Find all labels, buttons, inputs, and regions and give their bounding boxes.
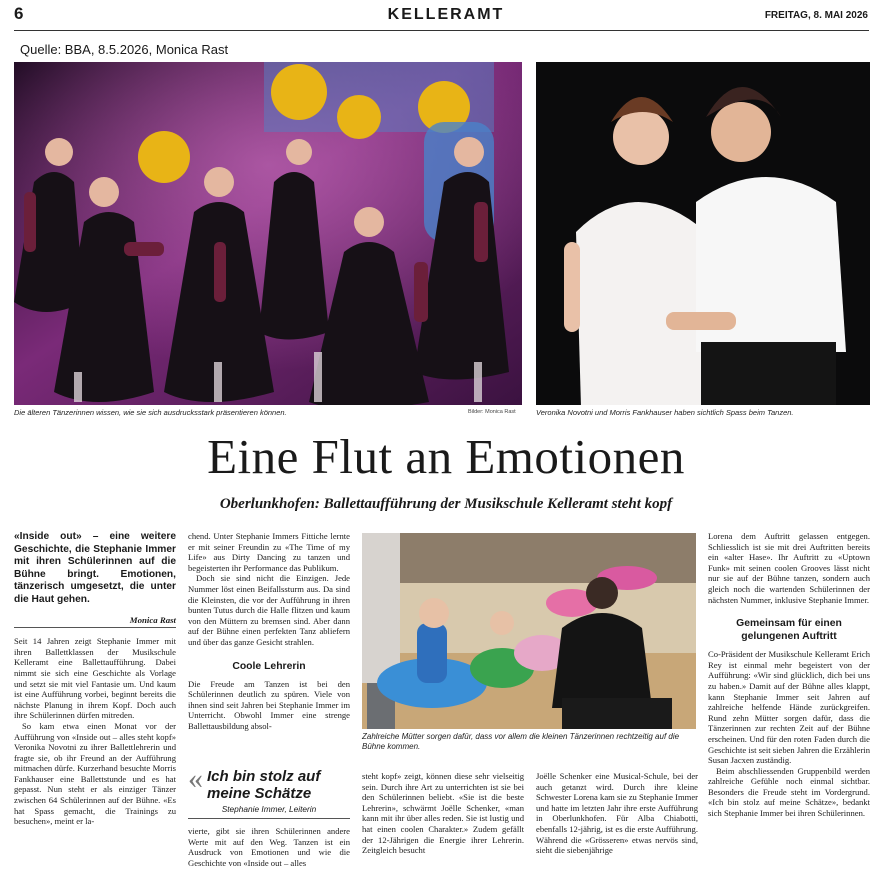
paragraph: steht kopf» zeigt, können diese sehr vielseitig sein. Durch ihre Art zu unterrichten ist sie bei den Schülerinnen beliebt. «Sie ist die beste Lehrerin», schwärmt Joëlle Schenker, «man kann mit ihr über alles reden. Sie ist lustig und hat einen coolen Charakter.» Zudem gefällt der 12-Jährigen die Energie ihrer Lehrerin. Zeitgleich besucht: [362, 771, 524, 856]
paragraph: Doch sie sind nicht die Einzigen. Jede Nummer löst einen Beifallssturm aus. Da sind die Kleinsten, die vor der Aufführung in ihren bunten Tutus durch die Halle flitzen und kaum von den Müttern zu bremsen sind. Aber dann auf der Bühne einen perfekten Tanz abliefern und über das ganze Gesicht strahlen.: [188, 573, 350, 647]
paragraph: Joëlle Schenker eine Musical-Schule, bei der auch getanzt wird. Durch ihre kleine Schwester Lorena kam sie zu Stephanie Immer und hatte im letzten Jahr ihre erste Aufführung in Oberlunkhofen. Für Alba Chiabotti, ebenfalls 12-jährig, ist es die erste Aufführung. Während die «Grösseren» etwas nervös sind, sieht die siebenjährige: [536, 771, 698, 856]
photo-older-dancers-image: [14, 62, 522, 405]
quote-mark-icon: «: [188, 762, 203, 795]
header-rule: [14, 30, 869, 31]
photo-credit: Bilder: Monica Rast: [468, 409, 516, 415]
column-2-continued: [188, 826, 350, 868]
pull-quote-text: Ich bin stolz auf meine Schätze: [207, 768, 321, 802]
paragraph: Seit 14 Jahren zeigt Stephanie Immer mit ihren Ballettklassen der Musikschule Kelleramt eine Ballettaufführung. Dabei nimmt sie sich eine Geschichte als Vorlage und setzt sie mit viel Fantasie um. Und kaum ist eine Aufführung vorbei, beginnt bereits die nächste Planung in ihrem Kopf. Doch auch ihre Schülerinnen dürfen mitreden.: [14, 636, 176, 721]
source-line: Quelle: BBA, 8.5.2026, Monica Rast: [20, 42, 229, 57]
column-4: [536, 771, 698, 856]
author-rule: [14, 627, 176, 628]
column-2: [188, 531, 350, 732]
pull-quote-author: Stephanie Immer, Leiterin: [221, 804, 317, 814]
photo-couple: [536, 62, 870, 405]
column-3: [362, 771, 524, 856]
photo-mothers-helping-image: [362, 533, 696, 729]
caption-middle-photo: Zahlreiche Mütter sorgen dafür, dass vor allem die kleinen Tänzerinnen rechtzeitig auf die Bühne kommen.: [362, 732, 680, 751]
quote-rule: [188, 818, 350, 819]
paragraph: Beim abschliessenden Gruppenbild werden zahlreiche Gefühle noch einmal sichtbar. Besonders die Freude steht im Vordergrund. «Ich bin stolz auf meine Schätze», bedankt sich Stephanie Immer bei ihren Schülerinnen.: [708, 765, 870, 819]
caption-right-photo: Veronika Novotni und Morris Fankhauser haben sichtlich Spass beim Tanzen.: [536, 408, 794, 417]
issue-date: FREITAG, 8. MAI 2026: [764, 10, 868, 21]
photo-couple-image: [536, 62, 870, 405]
section-title: KELLERAMT: [387, 6, 505, 23]
author-name: Monica Rast: [129, 614, 176, 625]
photo-older-dancers: [14, 62, 522, 405]
column-1: [14, 531, 176, 827]
paragraph: So kam etwa einen Monat vor der Aufführung von «Inside out – alles steht kopf» Veronika Novotni zu ihrer Ballettlehrerin und fragte sie, ob ihr Freund an der Aufführung mitmachen dürfe. Kurzerhand besuchte Morris Fankhauser eine Ballettstunde und es hat gepasst. Nun steht er als einziger Tänzer zwischen 64 Schülerinnen auf der Bühne. «Es hat Spass gemacht, die Trainings zu besuchen», meint er la-: [14, 720, 176, 827]
subtitle-coole-lehrerin: Coole Lehrerin: [232, 660, 306, 672]
paragraph: chend. Unter Stephanie Immers Fittiche lernte er mit seiner Freundin zu «The Time of my Life» aus Dirty Dancing zu tanzen und begeisterten ihr Performance das Publikum.: [188, 531, 350, 573]
subheadline: Oberlunkhofen: Ballettaufführung der Musikschule Kelleramt steht kopf: [219, 496, 673, 512]
subtitle-gemeinsam: Gemeinsam für einen gelungenen Auftritt: [736, 618, 842, 643]
pull-quote: [188, 764, 350, 819]
caption-left-photo: Die älteren Tänzerinnen wissen, wie sie sich ausdrucksstark präsentieren können.: [14, 408, 287, 417]
paragraph: Co-Präsident der Musikschule Kelleramt Erich Rey ist einmal mehr begeistert von der Aufführung: «Wir sind glücklich, dich bei uns zu haben.» Damit auf der Bühne alles klappt, kann Stephanie Immer seit Jahren auf zahlreiche helfende Hände zurückgreifen. Rund zehn Mütter sorgen dafür, dass die Tänzerinnen zur rechten Zeit auf der Bühne erscheinen. Und für den roten Faden durch die Geschichte ist seit sieben Jahren die Erzählerin Susan Jacxen zuständig.: [708, 649, 870, 766]
article-lead: «Inside out» – eine weitere Geschichte, die Stephanie Immer mit ihren Schülerinnen auf die Bühne bringt. Emotionen, tänzerisch umgesetzt, die unter die Haut gehen.: [14, 531, 176, 605]
photo-mothers-helping: [362, 533, 696, 729]
page-number: 6: [14, 4, 24, 23]
column-5: [708, 531, 870, 819]
paragraph: Lorena dem Auftritt gelassen entgegen. Schliesslich ist sie mit drei Auftritten bereits ein «alter Hase». Ihr Auftritt zu «Uptown Funk» mit seinen coolen Grooves lässt nicht nur sie auf der Bühne tanzen, sondern auch gleich noch die wartenden Schülerinnen der nächsten Nummer, inklusive Stephanie Immer.: [708, 531, 870, 605]
paragraph: Die Freude am Tanzen ist bei den Schülerinnen deutlich zu spüren. Viele von ihnen sind seit Jahren bei Stephanie Immer im Unterricht. Obwohl Immer eine strenge Ballettausbildung absol-: [188, 678, 350, 731]
headline: Eine Flut an Emotionen: [207, 429, 685, 484]
paragraph: vierte, gibt sie ihren Schülerinnen andere Werte mit auf den Weg. Tanzen ist ein Ausdruck von Emotionen und wie die Geschichte von «Inside out – alles: [188, 826, 350, 868]
